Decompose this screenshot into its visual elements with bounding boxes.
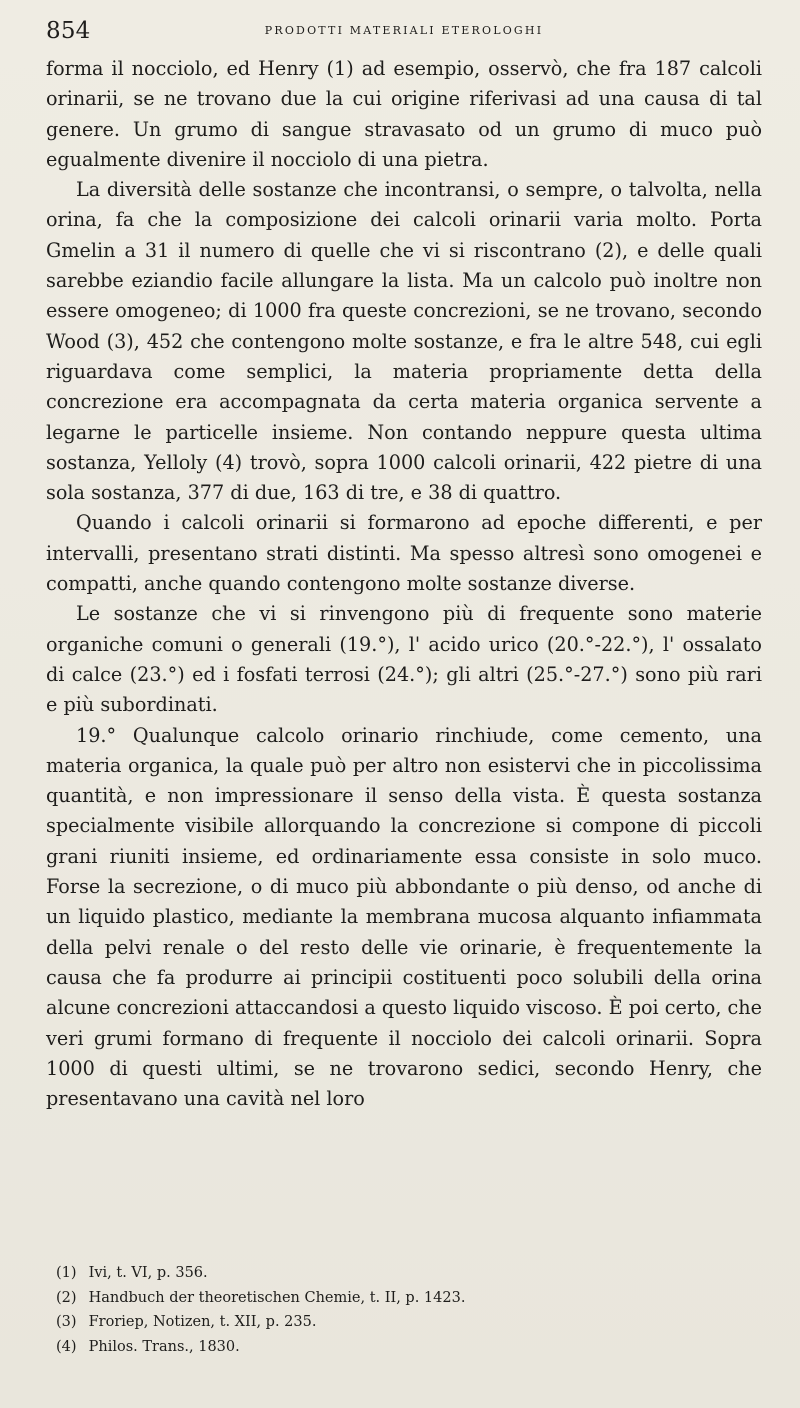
paragraph: Le sostanze che vi si rinvengono più di frequente sono materie organiche comuni o generali (19.°), l' acido urico (20.°-22.°), l' ossalato di calce (23.°) ed i fosfati terrosi (24.°); gli altri (25.°-27.°) sono più rari e più subordinati. [46, 602, 762, 717]
footnote [56, 1261, 706, 1286]
footnote-text: Ivi, t. VI, p. 356. [88, 1265, 208, 1281]
page-number: 854 [46, 18, 91, 44]
footnote-text: Handbuch der theoretischen Chemie, t. II, p. 1423. [88, 1289, 466, 1306]
footnote-mark: (4) [56, 1338, 77, 1355]
footnotes [56, 1261, 706, 1359]
footnote-mark: (2) [56, 1289, 77, 1306]
footnote-text: Froriep, Notizen, t. XII, p. 235. [88, 1314, 317, 1330]
paragraph: Quando i calcoli orinarii si formarono ad epoche differenti, e per intervalli, presentano strati distinti. Ma spesso altresì sono omogenei e compatti, anche quando contengono molte sostanze diverse. [46, 511, 762, 596]
page-header [46, 16, 762, 46]
paragraph: La diversità delle sostanze che incontransi, o sempre, o talvolta, nella orina, fa che la composizione dei calcoli orinarii varia molto. Porta Gmelin a 31 il numero di quelle che vi si riscontrano (2), e delle quali sarebbe eziandio facile allungare la lista. Ma un calcolo può inoltre non essere omogeneo; di 1000 fra queste concrezioni, se ne trovano, secondo Wood (3), 452 che contengono molte sostanze, e fra le altre 548, cui egli riguardava come semplici, la materia propriamente detta della concrezione era accompagnata da certa materia organica servente a legarne le particelle insieme. Non contando neppure questa ultima sostanza, Yelloly (4) trovò, sopra 1000 calcoli orinarii, 422 pietre di una sola sostanza, 377 di due, 163 di tre, e 38 di quattro. [46, 178, 762, 505]
body-text [46, 54, 762, 1114]
running-head: PRODOTTI MATERIALI ETEROLOGHI [264, 24, 544, 37]
footnote [56, 1335, 706, 1360]
paragraph: 19.° Qualunque calcolo orinario rinchiude, come cemento, una materia organica, la quale può per altro non esistervi che in piccolissima quantità, e non impressionare il senso della vista. È questa sostanza specialmente visibile allorquando la concrezione si compone di piccoli grani riuniti insieme, ed ordinariamente essa consiste in solo muco. Forse la secrezione, o di muco più abbondante o più denso, od anche di un liquido plastico, mediante la membrana mucosa alquanto infiammata della pelvi renale o del resto delle vie orinarie, è frequentemente la causa che fa produrre ai principii costituenti poco solubili della orina alcune concrezioni attaccandosi a questo liquido viscoso. È poi certo, che veri grumi formano di frequente il nocciolo dei calcoli orinarii. Sopra 1000 di questi ultimi, se ne trovarono sedici, secondo Henry, che presentavano una cavità nel loro [46, 723, 762, 1111]
footnote [56, 1310, 706, 1335]
paragraph: forma il nocciolo, ed Henry (1) ad esempio, osservò, che fra 187 calcoli orinarii, se ne trovano due la cui origine riferivasi ad una causa di tal genere. Un grumo di sangue stravasato od un grumo di muco può egualmente divenire il nocciolo di una pietra. [46, 57, 762, 171]
footnote-mark: (1) [56, 1265, 77, 1281]
footnote-text: Philos. Trans., 1830. [88, 1338, 240, 1355]
footnote-mark: (3) [56, 1314, 77, 1330]
footnote [56, 1286, 706, 1311]
